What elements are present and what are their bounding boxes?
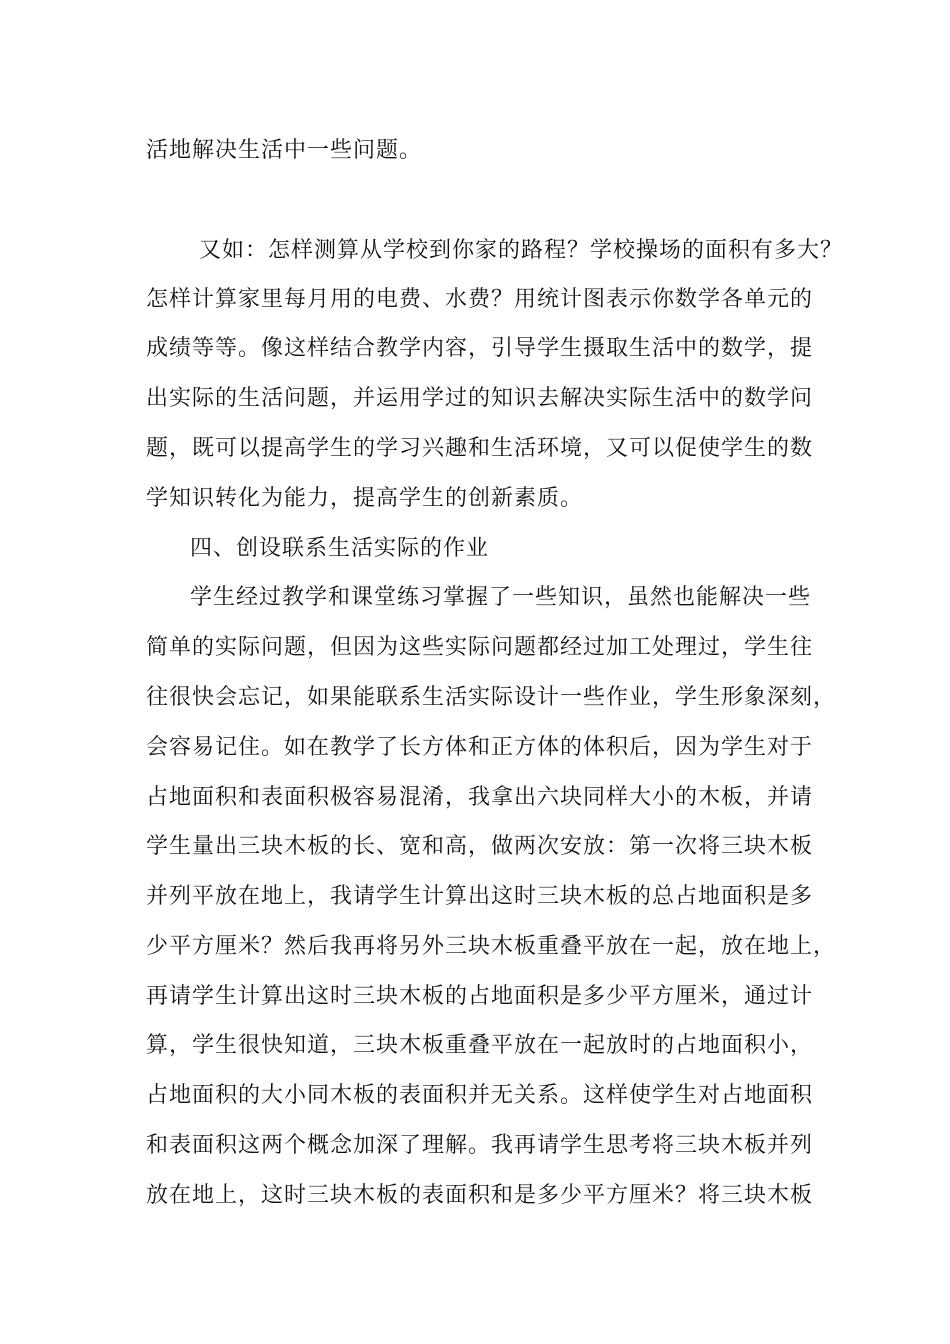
text-line-7: 学知识转化为能力，提高学生的创新素质。 (146, 486, 584, 511)
text-line-15: 并列平放在地上，我请学生计算出这时三块木板的总占地面积是多 (146, 884, 814, 909)
text-line-18: 算，学生很快知道，三块木板重叠平放在一起放时的占地面积小， (146, 1033, 814, 1058)
text-line-2: 又如：怎样测算从学校到你家的路程？学校操场的面积有多大？ (199, 238, 844, 263)
text-line-20: 和表面积这两个概念加深了理解。我再请学生思考将三块木板并列 (146, 1133, 814, 1158)
text-line-6: 题，既可以提高学生的学习兴趣和生活环境，又可以促使学生的数 (146, 436, 814, 461)
text-line-4: 成绩等等。像这样结合教学内容，引导学生摄取生活中的数学，提 (146, 336, 814, 361)
text-line-21: 放在地上，这时三块木板的表面积和是多少平方厘米？将三块木板 (146, 1183, 814, 1208)
text-line-11: 往很快会忘记，如果能联系生活实际设计一些作业，学生形象深刻， (146, 685, 837, 710)
text-line-17: 再请学生计算出这时三块木板的占地面积是多少平方厘米，通过计 (146, 984, 814, 1009)
text-line-1: 活地解决生活中一些问题。 (146, 138, 423, 163)
text-line-19: 占地面积的大小同木板的表面积并无关系。这样使学生对占地面积 (146, 1083, 814, 1108)
text-line-16: 少平方厘米？然后我再将另外三块木板重叠平放在一起，放在地上， (146, 934, 837, 959)
text-line-13: 占地面积和表面积极容易混淆，我拿出六块同样大小的木板，并请 (146, 785, 814, 810)
text-line-14: 学生量出三块木板的长、宽和高，做两次安放：第一次将三块木板 (146, 834, 814, 859)
text-line-3: 怎样计算家里每月用的电费、水费？用统计图表示你数学各单元的 (146, 287, 814, 312)
text-line-12: 会容易记住。如在教学了长方体和正方体的体积后，因为学生对于 (146, 735, 814, 760)
text-line-5: 出实际的生活问题，并运用学过的知识去解决实际生活中的数学问 (146, 386, 814, 411)
text-line-10: 简单的实际问题，但因为这些实际问题都经过加工处理过，学生往 (146, 635, 814, 660)
text-line-9: 学生经过教学和课堂练习掌握了一些知识，虽然也能解决一些 (190, 585, 812, 610)
section-heading: 四、创设联系生活实际的作业 (190, 536, 490, 561)
